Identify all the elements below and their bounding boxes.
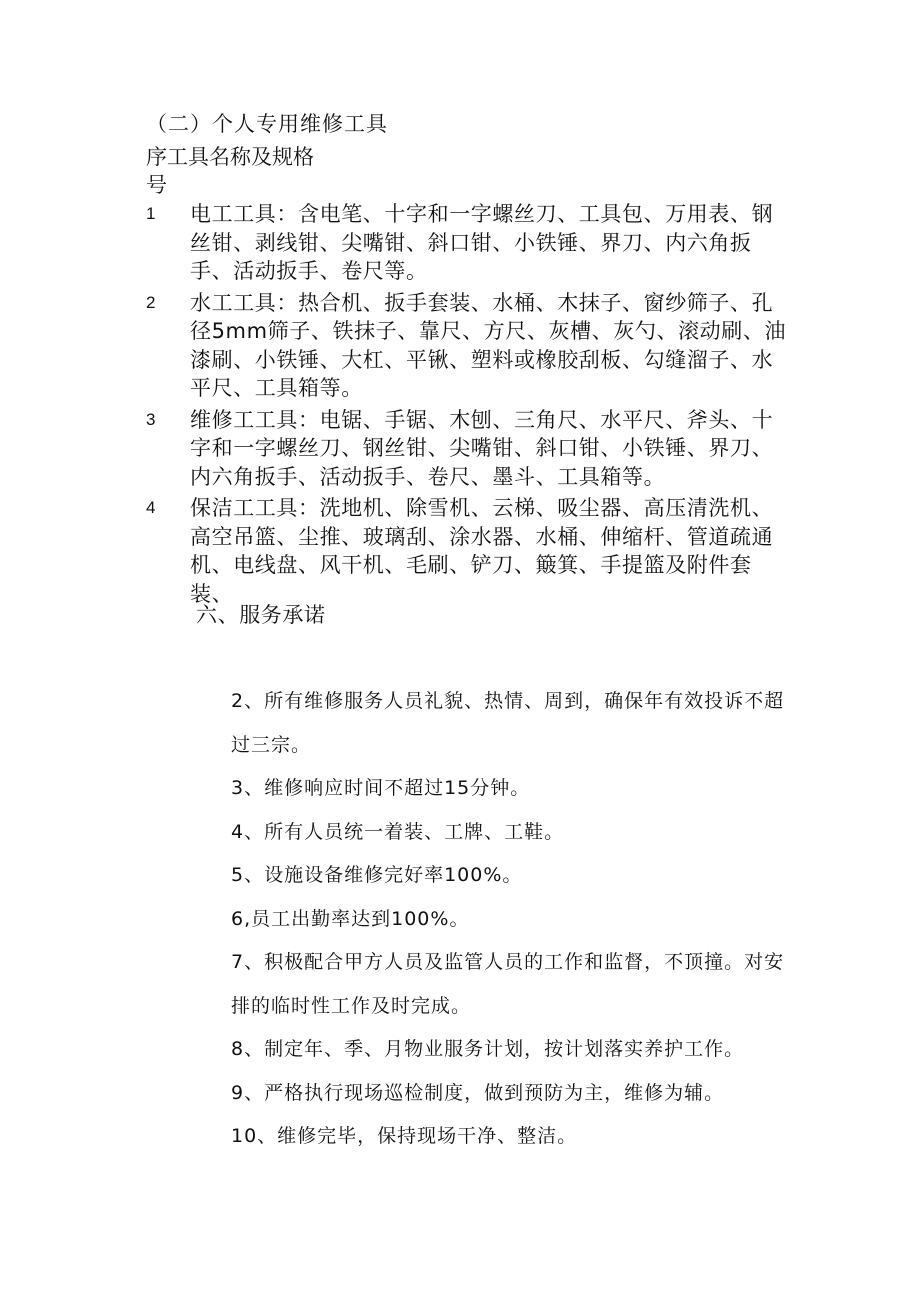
tool-number: 4 [146, 498, 156, 517]
promise-item: 9、严格执行现场巡检制度，做到预防为主，维修为辅。 [231, 1081, 725, 1104]
header-col-number-line1: 序 [146, 145, 167, 169]
table-header [146, 142, 314, 197]
promise-item: 10、维修完毕，保持现场干净、整洁。 [231, 1125, 578, 1147]
tool-description: 维修工工具：电锯、手锯、木刨、三角尺、水平尺、斧头、十字和一字螺丝刀、钢丝钳、尖嘴钳、斜口钳、小铁锤、界刀、内六角扳手、活动扳手、卷尺、墨斗、工具箱等。 [190, 407, 774, 489]
list-item [146, 200, 796, 286]
promise-item: 4、所有人员统一着装、工牌、工鞋。 [231, 820, 565, 843]
promise-item: 5、设施设备维修完好率100%。 [231, 864, 523, 886]
list-item [146, 406, 796, 492]
tool-description: 水工工具：热合机、扳手套装、水桶、木抹子、窗纱筛子、孔径5mm筛子、铁抹子、靠尺、方尺、灰槽、灰勺、滚动刷、油漆刷、小铁锤、大杠、平锹、塑料或橡胶刮板、勾缝溜子、水平尺、工具箱等。 [190, 290, 787, 400]
promise-item: 2、所有维修服务人员礼貌、热情、周到，确保年有效投诉不超过三宗。 [231, 690, 785, 756]
promise-item: 6,员工出勤率达到100%。 [231, 907, 470, 930]
header-col-name: 工具名称及规格 [167, 145, 314, 169]
tool-number: 2 [146, 292, 156, 312]
tool-number: 1 [146, 204, 156, 223]
promise-item: 8、制定年、季、月物业服务计划，按计划落实养护工作。 [231, 1038, 745, 1060]
list-item [146, 289, 796, 403]
tool-description: 保洁工工具：洗地机、除雪机、云梯、吸尘器、高压清洗机、高空吊篮、尘推、玻璃刮、涂水器、水桶、伸缩杆、管道疏通机、电线盘、风干机、毛刷、铲刀、簸箕、手提篮及附件套装、 [190, 496, 774, 606]
service-heading: 六、服务承诺 [196, 603, 326, 627]
list-item [146, 494, 796, 608]
promise-item: 3、维修响应时间不超过15分钟。 [231, 777, 531, 799]
tool-number: 3 [146, 409, 156, 429]
tool-list [146, 200, 796, 611]
promise-item: 7、积极配合甲方人员及监管人员的工作和监督，不顶撞。对安排的临时性工作及时完成。 [231, 951, 785, 1017]
tool-description: 电工工具：含电笔、十字和一字螺丝刀、工具包、万用表、钢丝钳、剥线钳、尖嘴钳、斜口钳、小铁锤、界刀、内六角扳手、活动扳手、卷尺等。 [190, 202, 774, 283]
header-col-number-line2: 号 [146, 173, 167, 197]
promise-list [231, 680, 791, 1159]
section-title: （二）个人专用维修工具 [146, 112, 388, 136]
